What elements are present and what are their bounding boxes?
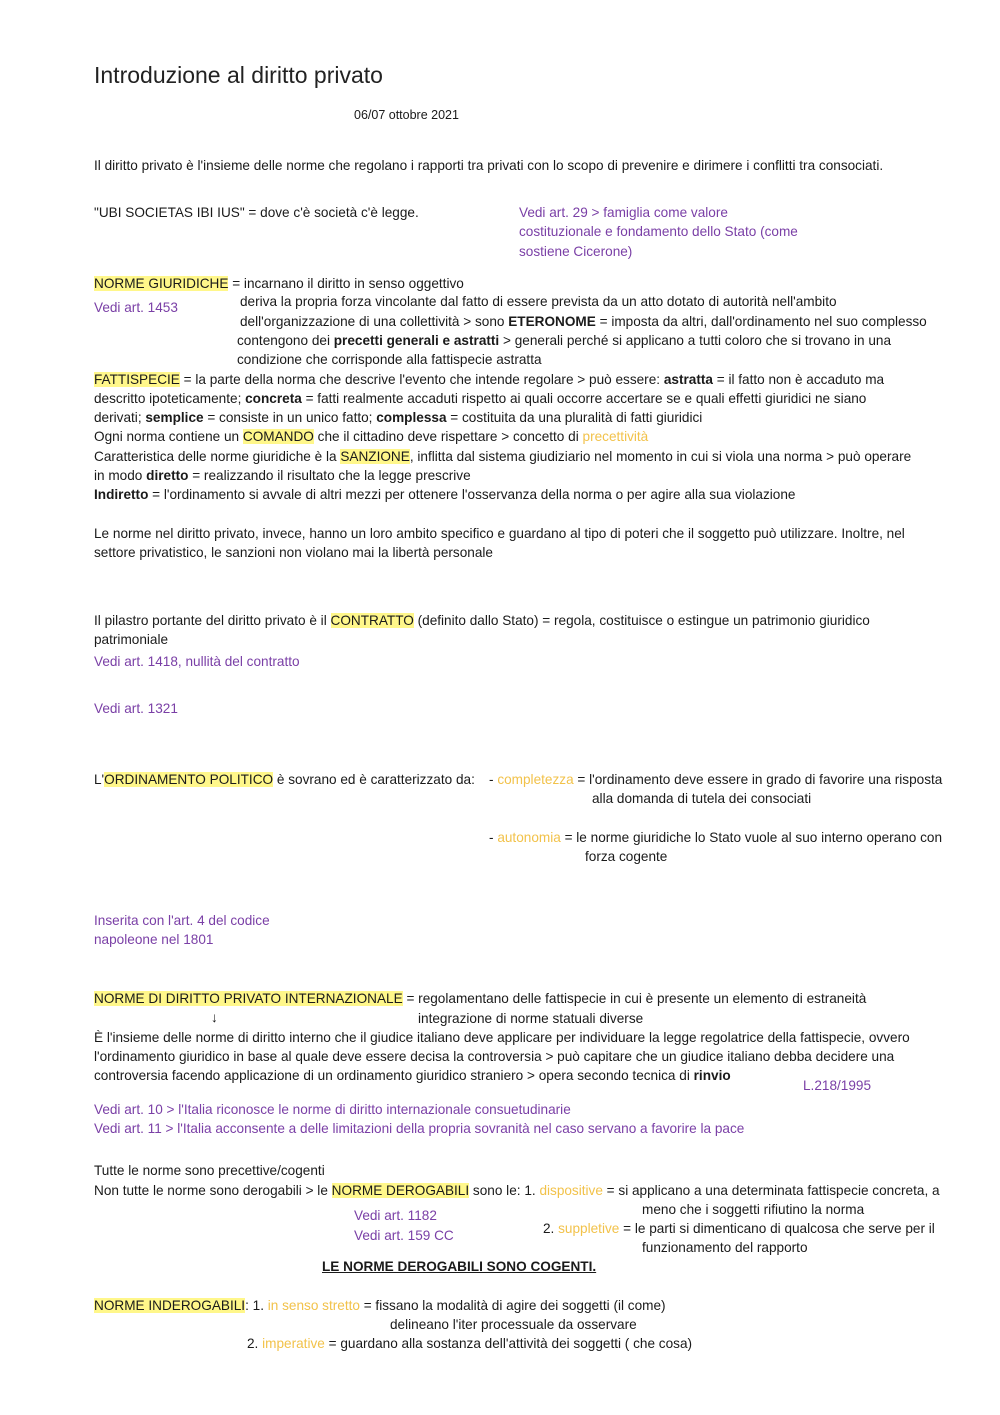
note-codice-line1: Inserita con l'art. 4 del codice bbox=[94, 913, 270, 928]
derogabili-line2: Non tutte le norme sono derogabili > le NORME DEROGABILI sono le: 1. dispositive = si applicano a una determinata fattispecie concreta, a bbox=[94, 1183, 940, 1198]
inderogabili-line2: delineano l'iter processuale da osservare bbox=[390, 1317, 637, 1332]
down-arrow-icon: ↓ bbox=[211, 1010, 218, 1025]
note-art1453: Vedi art. 1453 bbox=[94, 300, 178, 315]
dispositive-keyword: dispositive bbox=[539, 1183, 603, 1198]
ubi-line: "UBI SOCIETAS IBI IUS" = dove c'è società c'è legge. bbox=[94, 205, 419, 220]
inderogabili-line3: 2. imperative = guardano alla sostanza dell'attività dei soggetti ( che cosa) bbox=[247, 1336, 693, 1351]
suppletive-line: 2. suppletive = le parti si dimenticano di qualcosa che serve per il bbox=[543, 1221, 935, 1236]
norme-giuridiche-line3: dell'organizzazione di una collettività > sono ETERONOME = imposta da altri, dall'ordinamento nel suo complesso bbox=[240, 314, 927, 329]
autonomia-line: - autonomia = le norme giuridiche lo Stato vuole al suo interno operano con bbox=[489, 830, 943, 845]
sanzione-highlight: SANZIONE bbox=[340, 449, 410, 464]
autonomia-keyword: autonomia bbox=[497, 830, 561, 845]
internazionale-highlight: NORME DI DIRITTO PRIVATO INTERNAZIONALE bbox=[94, 991, 403, 1006]
completezza-line2: alla domanda di tutela dei consociati bbox=[592, 791, 812, 806]
internazionale-line: NORME DI DIRITTO PRIVATO INTERNAZIONALE = regolamentano delle fattispecie in cui è presente un elemento di estraneità bbox=[94, 991, 867, 1006]
norme-giuridiche-line5: condizione che corrisponde alla fattispecie astratta bbox=[237, 352, 542, 367]
derogabili-highlight: NORME DEROGABILI bbox=[331, 1183, 470, 1198]
integrazione-line: integrazione di norme statuali diverse bbox=[418, 1011, 644, 1026]
inderogabili-line1: NORME INDEROGABILI: 1. in senso stretto = fissano la modalità di agire dei soggetti (il come) bbox=[94, 1298, 666, 1313]
ordinamento-highlight: ORDINAMENTO POLITICO bbox=[104, 772, 274, 787]
autonomia-line2: forza cogente bbox=[585, 849, 668, 864]
completezza-keyword: completezza bbox=[497, 772, 574, 787]
completezza-line: - completezza = l'ordinamento deve essere in grado di favorire una risposta bbox=[489, 772, 943, 787]
suppletive-keyword: suppletive bbox=[558, 1221, 620, 1236]
sanzione-line2: in modo diretto = realizzando il risultato che la legge prescrive bbox=[94, 468, 471, 483]
note-art29-line1: Vedi art. 29 > famiglia come valore bbox=[519, 205, 728, 220]
norme-giuridiche-line4: contengono dei precetti generali e astratti > generali perché si applicano a tutti coloro che si trovano in una bbox=[237, 333, 892, 348]
page-title: Introduzione al diritto privato bbox=[94, 62, 383, 88]
date-line: 06/07 ottobre 2021 bbox=[354, 108, 459, 122]
ordinamento-line: L'ORDINAMENTO POLITICO è sovrano ed è caratterizzato da: bbox=[94, 772, 475, 787]
internazionale-para3: controversia facendo applicazione di un ordinamento giuridico straniero > opera secondo tecnica di rinvio bbox=[94, 1068, 731, 1083]
norme-giuridiche-highlight: NORME GIURIDICHE bbox=[94, 276, 229, 291]
note-law: L.218/1995 bbox=[803, 1078, 872, 1093]
senso-stretto-keyword: in senso stretto bbox=[267, 1298, 360, 1313]
imperative-keyword: imperative bbox=[262, 1336, 325, 1351]
note-art1182: Vedi art. 1182 bbox=[354, 1208, 437, 1223]
sanzione-line1: Caratteristica delle norme giuridiche è la SANZIONE, inflitta dal sistema giudiziario nel momento in cui si viola una norma > può operare bbox=[94, 449, 912, 464]
comando-line: Ogni norma contiene un COMANDO che il cittadino deve rispettare > concetto di precettività bbox=[94, 429, 649, 444]
note-art29-line3: sostiene Cicerone) bbox=[519, 244, 633, 259]
note-art29-line2: costituzionale e fondamento dello Stato (come bbox=[519, 224, 798, 239]
note-art159: Vedi art. 159 CC bbox=[354, 1228, 454, 1243]
inderogabili-highlight: NORME INDEROGABILI bbox=[94, 1298, 246, 1313]
internazionale-para2: l'ordinamento giuridico in base al quale deve essere decisa la controversia > può capitare che un giudice italiano debba decidere una bbox=[94, 1049, 895, 1064]
intro-paragraph: Il diritto privato è l'insieme delle norme che regolano i rapporti tra privati con lo scopo di prevenire e dirimere i conflitti tra consociati. bbox=[94, 158, 884, 173]
comando-highlight: COMANDO bbox=[242, 429, 314, 444]
norme-giuridiche-line2: deriva la propria forza vincolante dal fatto di essere prevista da un atto dotato di autorità nell'ambito bbox=[240, 294, 837, 309]
note-art10: Vedi art. 10 > l'Italia riconosce le norme di diritto internazionale consuetudinarie bbox=[94, 1102, 571, 1117]
fattispecie-line1: FATTISPECIE = la parte della norma che descrive l'evento che intende regolare > può essere: astratta = il fatto non è accaduto ma bbox=[94, 372, 885, 387]
norme-giuridiche-line bbox=[94, 274, 464, 293]
contratto-line2: patrimoniale bbox=[94, 632, 169, 647]
note-codice-line2: napoleone nel 1801 bbox=[94, 932, 214, 947]
derogabili-line1: Tutte le norme sono precettive/cogenti bbox=[94, 1163, 325, 1178]
internazionale-para1: È l'insieme delle norme di diritto interno che il giudice italiano deve applicare per individuare la legge regolatrice della fattispecie, ovvero bbox=[94, 1030, 910, 1045]
fattispecie-line3: derivati; semplice = consiste in un unico fatto; complessa = costituita da una pluralità di fatti giuridici bbox=[94, 410, 703, 425]
sanzione-line3: Indiretto = l'ordinamento si avvale di altri mezzi per ottenere l'osservanza della norma o per agire alla sua violazione bbox=[94, 487, 796, 502]
contratto-line1: Il pilastro portante del diritto privato è il CONTRATTO (definito dallo Stato) = regola, costituisce o estingue un patrimonio giuridico bbox=[94, 613, 870, 628]
precettivita-keyword: precettività bbox=[582, 429, 649, 444]
note-art1418: Vedi art. 1418, nullità del contratto bbox=[94, 654, 300, 669]
norme-privato-line1: Le norme nel diritto privato, invece, hanno un loro ambito specifico e guardano al tipo di poteri che il soggetto può utilizzare. Inoltre, nel bbox=[94, 526, 905, 541]
fattispecie-line2: descritto ipoteticamente; concreta = fatti realmente accaduti rispetto ai quali occorre accertare se e quali effetti giuridici ne siano bbox=[94, 391, 867, 406]
suppletive-line2: funzionamento del rapporto bbox=[642, 1240, 808, 1255]
fattispecie-highlight: FATTISPECIE bbox=[94, 372, 180, 387]
note-art11: Vedi art. 11 > l'Italia acconsente a delle limitazioni della propria sovranità nel caso servano a favorire la pace bbox=[94, 1121, 745, 1136]
note-art1321: Vedi art. 1321 bbox=[94, 701, 178, 716]
derogabili-cogenti-heading: LE NORME DEROGABILI SONO COGENTI. bbox=[322, 1259, 597, 1274]
contratto-highlight: CONTRATTO bbox=[330, 613, 414, 628]
derogabili-line3: meno che i soggetti rifiutino la norma bbox=[642, 1202, 865, 1217]
norme-privato-line2: settore privatistico, le sanzioni non violano mai la libertà personale bbox=[94, 545, 493, 560]
norme-giuridiche-text: = incarnano il diritto in senso oggettivo bbox=[228, 276, 464, 291]
